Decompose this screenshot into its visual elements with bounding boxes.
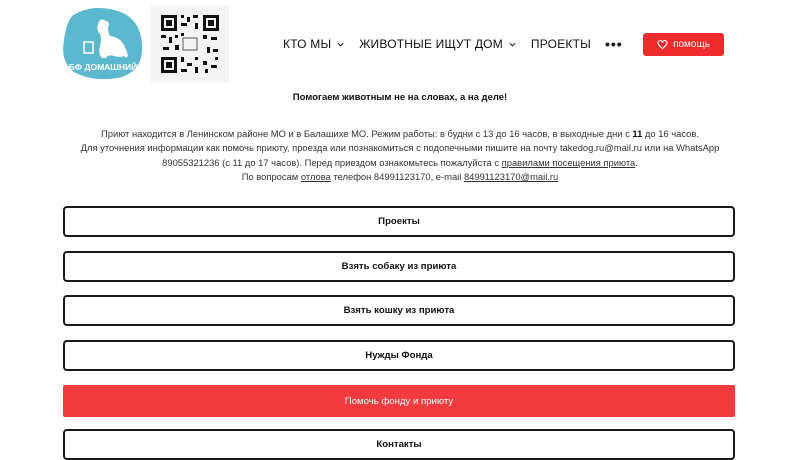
svg-text:БФ ДОМАШНИЙ: БФ ДОМАШНИЙ <box>68 62 138 72</box>
nav-item-label: КТО МЫ <box>283 37 332 51</box>
help-button-label: помощь <box>673 39 710 50</box>
site-logo[interactable] <box>62 6 144 80</box>
capture-link[interactable]: отлова <box>300 171 331 183</box>
logo-icon <box>62 6 144 80</box>
nav-item-animals[interactable] <box>359 37 517 51</box>
nav-item-label: ПРОЕКТЫ <box>530 37 591 51</box>
info-line-hours: Приют находится в Ленинском районе МО и в Балашихе МО. Режим работы: в будни с 13 до 16 часов, в выходные дни с 11 до 16 часов. <box>101 128 699 139</box>
nav-item-label: ЖИВОТНЫЕ ИЩУТ ДОМ <box>359 37 503 51</box>
visit-rules-link[interactable]: правилами посещения приюта <box>501 156 636 168</box>
heart-icon <box>657 39 668 50</box>
contacts-button[interactable]: Контакты <box>63 429 735 460</box>
info-line-whatsapp: 89055321236 (с 11 до 17 часов). Перед приездом ознакомьтесь пожалуйста с правилами посещения приюта. <box>162 156 638 168</box>
help-button[interactable] <box>643 33 724 56</box>
info-line-contact: Для уточнения информации как помочь приюту, проезда или познакомиться с подопечными пишите на почту takedog.ru@mail.ru или на WhatsApp <box>80 142 720 154</box>
qr-code <box>151 5 229 83</box>
fund-needs-button[interactable]: Нужды Фонда <box>63 340 735 371</box>
site-header <box>0 0 800 90</box>
projects-button[interactable]: Проекты <box>63 206 735 237</box>
nav-item-about[interactable] <box>283 37 345 51</box>
adopt-dog-button[interactable]: Взять собаку из приюта <box>63 251 735 282</box>
adopt-cat-button[interactable]: Взять кошку из приюта <box>63 295 735 326</box>
main-nav <box>283 36 623 52</box>
shelter-info <box>40 127 760 185</box>
more-menu-icon[interactable]: ••• <box>604 36 623 52</box>
chevron-down-icon <box>508 40 517 49</box>
donate-button[interactable]: Помочь фонду и приюту <box>63 385 735 417</box>
info-line-capture: По вопросам отлова телефон 84991123170, e-mail 84991123170@mail.ru <box>241 171 559 183</box>
email-link[interactable]: 84991123170@mail.ru <box>463 171 559 183</box>
tagline: Помогаем животным не на словах, а на деле! <box>292 92 508 103</box>
chevron-down-icon <box>336 40 345 49</box>
nav-item-projects[interactable] <box>531 37 591 51</box>
